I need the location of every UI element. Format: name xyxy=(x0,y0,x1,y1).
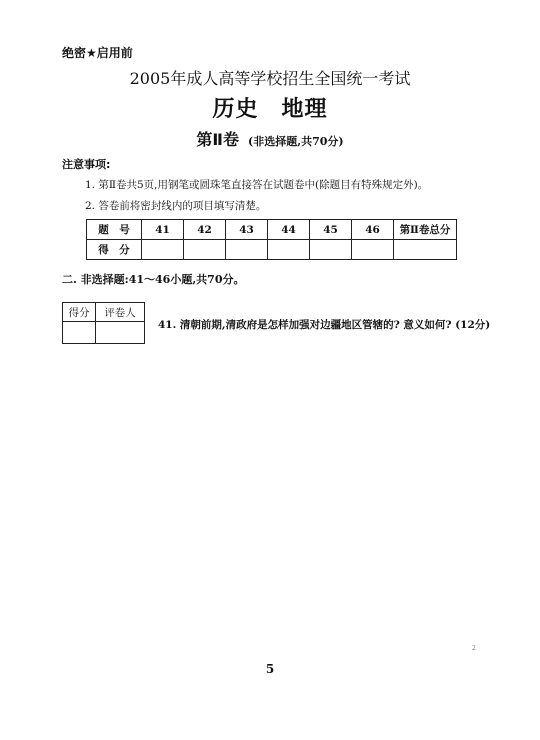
subject-title: 历史 地理 xyxy=(212,97,328,122)
score-header: 得 分 xyxy=(87,240,142,260)
score-table-score-row xyxy=(87,240,457,260)
question-41: 41. 清朝前期,清政府是怎样加强对边疆地区管辖的? 意义如何? (12分) xyxy=(158,319,491,331)
confidential-label: 绝密★启用前 xyxy=(62,46,133,60)
grader-box xyxy=(62,302,145,344)
question-number-45: 45 xyxy=(310,220,352,240)
notice-title: 注意事项: xyxy=(62,158,111,171)
score-cell-46 xyxy=(352,240,394,260)
exam-title: 2005年成人高等学校招生全国统一考试 xyxy=(129,69,411,88)
score-cell-45 xyxy=(310,240,352,260)
paper-total-header: 第Ⅱ卷总分 xyxy=(394,220,457,240)
grader-box-header-row xyxy=(63,303,145,322)
question-number-44: 44 xyxy=(268,220,310,240)
paper-heading xyxy=(0,127,540,150)
grader-box-blank-row xyxy=(63,322,145,344)
score-table-header-row xyxy=(87,220,457,240)
paper-note: (非选择题,共70分) xyxy=(248,135,344,148)
paper-name: 第Ⅱ卷 xyxy=(196,130,239,149)
grader-score-cell xyxy=(63,322,96,344)
notice-item-2: 2. 答卷前将密封线内的项目填写清楚。 xyxy=(85,200,267,212)
question-number-header: 题 号 xyxy=(87,220,142,240)
score-cell-43 xyxy=(226,240,268,260)
score-table xyxy=(86,219,457,260)
grader-name-label: 评卷人 xyxy=(96,303,145,322)
page-number: 5 xyxy=(265,662,275,676)
score-cell-total xyxy=(394,240,457,260)
grader-name-cell xyxy=(96,322,145,344)
question-number-41: 41 xyxy=(142,220,184,240)
notice-item-1: 1. 第Ⅱ卷共5页,用钢笔或圆珠笔直接答在试题卷中(除题目有特殊规定外)。 xyxy=(85,179,429,191)
question-number-46: 46 xyxy=(352,220,394,240)
question-number-43: 43 xyxy=(226,220,268,240)
section-title: 二. 非选择题:41～46小题,共70分。 xyxy=(62,273,245,286)
grader-score-label: 得分 xyxy=(63,303,96,322)
score-cell-44 xyxy=(268,240,310,260)
question-number-42: 42 xyxy=(184,220,226,240)
score-cell-41 xyxy=(142,240,184,260)
score-cell-42 xyxy=(184,240,226,260)
margin-mark: 2 xyxy=(472,645,476,652)
